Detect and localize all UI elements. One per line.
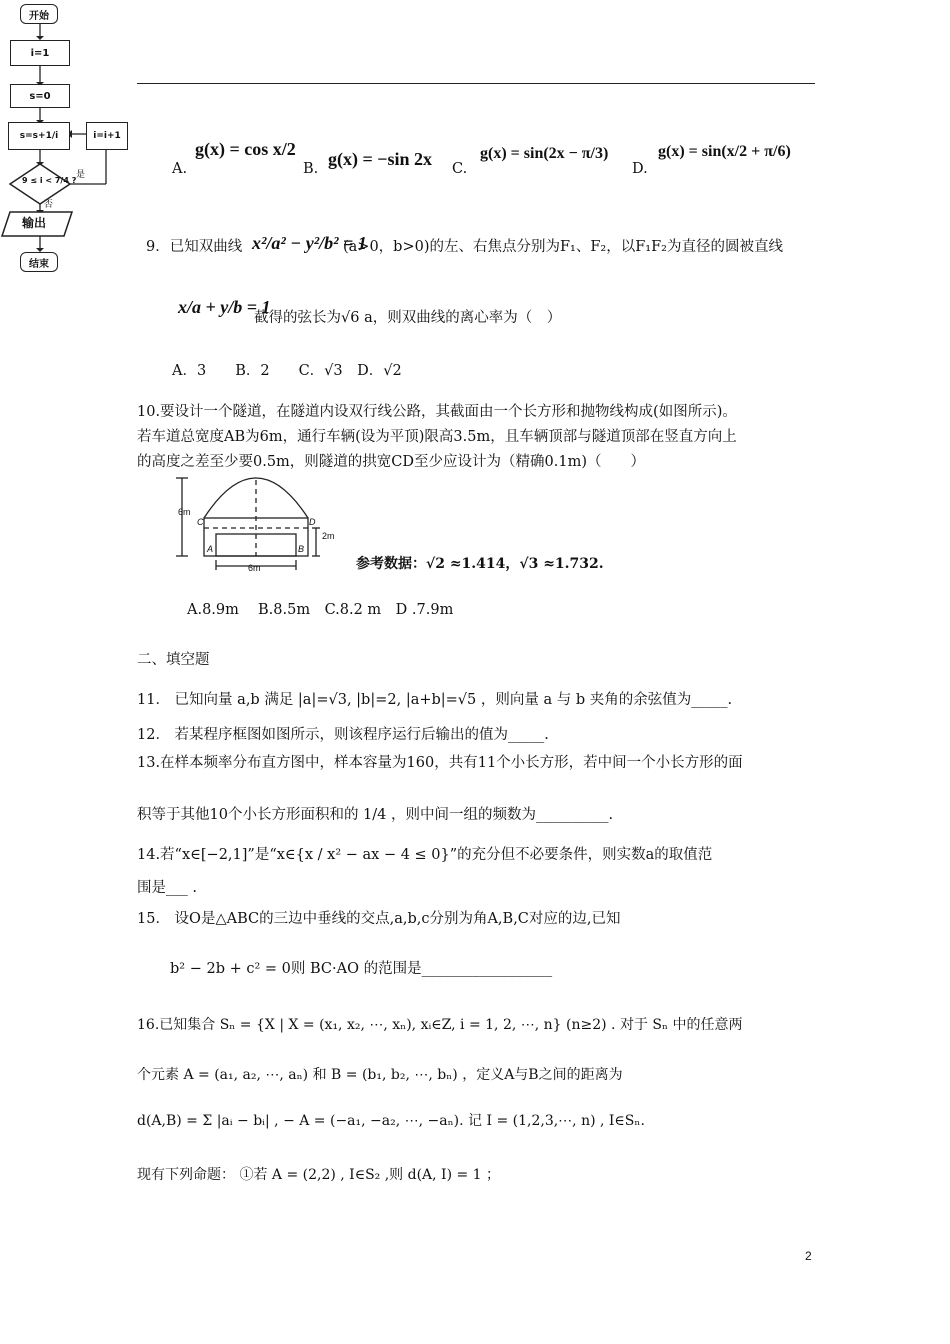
page-number: 2 (805, 1249, 812, 1263)
q14-line2: 围是___ . (137, 880, 197, 896)
q9-prefix: 9．已知双曲线 (146, 239, 243, 255)
flow-condition: 9 ≤ i < 7/4 ? (22, 176, 77, 185)
q8-option-b-expr: g(x) = −sin 2x (328, 149, 433, 169)
tunnel-label-b: B (298, 544, 305, 554)
q8-option-d-expr: g(x) = sin(x/2 + π/6) (658, 143, 791, 160)
q10-line3: 的高度之差至少要0.5m，则隧道的拱宽CD至少应设计为（精确0.1m)（ ） (137, 454, 645, 470)
tunnel-label-d: D (309, 517, 316, 527)
q10-line2: 若车道总宽度AB为6m，通行车辆(设为平顶)限高3.5m，且车辆顶部与隧道顶部在竖直方向上 (137, 429, 737, 445)
q9-line-eq: x/a + y/b = 1 (178, 297, 271, 317)
q8-option-a-label: A. (172, 161, 188, 177)
header-rule (137, 83, 815, 84)
q16-line2: 个元素 A = (a₁, a₂, ⋯, aₙ) 和 B = (b₁, b₂, ⋯, bₙ) ，定义A与B之间的距离为 (137, 1067, 623, 1083)
q8-option-c-expr: g(x) = sin(2x − π/3) (480, 145, 609, 162)
q16-line4: 现有下列命题： ①若 A = (2,2) , I∈S₂ ,则 d(A, I) = 1 ； (137, 1167, 501, 1183)
q10-line1: 10.要设计一个隧道，在隧道内设双行线公路，其截面由一个长方形和抛物线构成(如图所示)。 (137, 404, 737, 420)
flow-start: 开始 (20, 4, 58, 24)
flow-update-s: s=s+1/i (8, 122, 70, 150)
section-fill-blank-title: 二、填空题 (137, 652, 210, 668)
q13-line2: 积等于其他10个小长方形面积和的 1/4 ，则中间一组的频数为__________. (137, 807, 614, 823)
tunnel-height-label: 6m (178, 507, 191, 517)
q16-line1: 16.已知集合 Sₙ = {X | X = (x₁, x₂, ⋯, xₙ), xᵢ∈Z, i = 1, 2, ⋯, n} (n≥2) . 对于 Sₙ 中的任意两 (137, 1017, 743, 1033)
q10-options: A.8.9m B.8.5m C.8.2 m D .7.9m (187, 602, 454, 618)
flow-end: 结束 (20, 252, 58, 272)
q8-option-a-expr: g(x) = cos x/2 (195, 139, 296, 159)
flow-yes-label: 是 (76, 170, 86, 180)
q16-line3: d(A,B) = Σ |aᵢ − bᵢ| , − A = (−a₁, −a₂, ⋯, −aₙ). 记 I = (1,2,3,⋯, n) , I∈Sₙ. (137, 1113, 645, 1129)
q15-line2: b² − 2b + c² = 0则 BC·AO 的范围是__________________ (170, 961, 553, 977)
flow-output: 输出 (22, 216, 47, 230)
q9-line1-rest: (a>0，b>0)的左、右焦点分别为F₁、F₂，以F₁F₂为直径的圆被直线 (343, 239, 783, 255)
tunnel-label-a: A (207, 544, 214, 554)
q9-equation: x²/a² − y²/b² = 1 (252, 233, 367, 253)
tunnel-label-c: C (197, 517, 204, 527)
tunnel-reference: 参考数据：√2 ≈1.414，√3 ≈1.732. (356, 556, 604, 572)
q13-line1: 13.在样本频率分布直方图中，样本容量为160，共有11个小长方形，若中间一个小长方形的面 (137, 755, 743, 771)
q14-line1: 14.若“x∈[−2,1]”是“x∈{x / x² − ax − 4 ≤ 0}”的充分但不必要条件，则实数a的取值范 (137, 847, 713, 863)
q11-text: 11． 已知向量 a,b 满足 |a|=√3, |b|=2, |a+b|=√5 ，则向量 a 与 b 夹角的余弦值为_____. (137, 692, 733, 708)
flow-no-label: 否 (44, 200, 54, 210)
q15-line1: 15． 设O是△ABC的三边中垂线的交点,a,b,c分别为角A,B,C对应的边,已知 (137, 911, 621, 927)
flow-init-s: s=0 (10, 84, 70, 108)
q12-text: 12． 若某程序框图如图所示，则该程序运行后输出的值为_____. (137, 727, 549, 743)
flow-update-i: i=i+1 (86, 122, 128, 150)
tunnel-width-label: 6m (248, 563, 261, 573)
q8-option-c-label: C. (452, 161, 468, 177)
q8-option-b-label: B. (303, 161, 319, 177)
tunnel-side-label: 2m (322, 531, 335, 541)
q8-option-d-label: D. (632, 161, 648, 177)
flow-init-i: i=1 (10, 40, 70, 66)
q9-options: A．3 B．2 C．√3 D．√2 (172, 363, 402, 379)
q9-line2-rest: 截得的弦长为√6 a，则双曲线的离心率为（ ） (254, 310, 562, 326)
